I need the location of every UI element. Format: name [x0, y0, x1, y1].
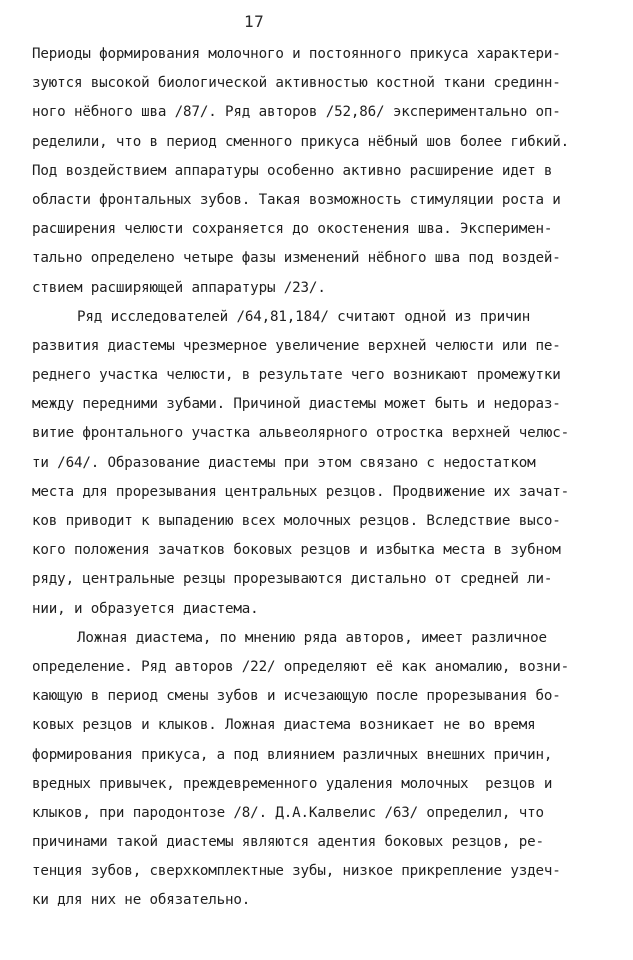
text-line: ковых резцов и клыков. Ложная диастема возникает не во время: [32, 717, 536, 734]
text-line: ти /64/. Образование диастемы при этом связано с недостатком: [32, 454, 536, 471]
text-line: места для прорезывания центральных резцов. Продвижение их зачат-: [32, 483, 570, 500]
text-line: клыков, при пародонтозе /8/. Д.А.Калвелис /63/ определил, что: [32, 804, 544, 821]
text-line: тально определено четыре фазы изменений нёбного шва под воздей-: [32, 250, 561, 267]
text-line: зуются высокой биологической активностью костной ткани срединн-: [32, 75, 561, 92]
text-line: ков приводит к выпадению всех молочных резцов. Вследствие высо-: [32, 513, 561, 529]
text-line: ряду, центральные резцы прорезываются дистально от средней ли-: [32, 571, 553, 588]
text-line: нии, и образуется диастема.: [32, 600, 259, 617]
text-line: ствием расширяющей аппаратуры /23/.: [32, 279, 326, 296]
text-line: области фронтальных зубов. Такая возможность стимуляции роста и: [32, 191, 561, 208]
paragraph-2: [32, 303, 602, 624]
paragraph-3: [32, 624, 602, 916]
paragraph-1: [32, 40, 602, 303]
body-text: [32, 40, 602, 916]
text-line: ного нёбного шва /87/. Ряд авторов /52,86/ экспериментально оп-: [32, 104, 561, 121]
text-line: определение. Ряд авторов /22/ определяют её как аномалию, возни-: [32, 658, 570, 675]
text-line: тенция зубов, сверхкомплектные зубы, низкое прикрепление уздеч-: [32, 863, 561, 880]
text-line: расширения челюсти сохраняется до окостенения шва. Эксперимен-: [32, 221, 553, 238]
text-line: развития диастемы чрезмерное увеличение верхней челюсти или пе-: [32, 337, 561, 354]
text-line: реднего участка челюсти, в результате чего возникают промежутки: [32, 367, 561, 384]
page-number: 17: [244, 12, 265, 31]
text-line: вредных привычек, преждевременного удаления молочных резцов и: [32, 775, 553, 792]
text-line: ки для них не обязательно.: [32, 892, 251, 909]
text-line: причинами такой диастемы являются адентия боковых резцов, ре-: [32, 834, 544, 851]
text-line: кающую в период смены зубов и исчезающую после прорезывания бо-: [32, 688, 561, 705]
text-line: Под воздействием аппаратуры особенно активно расширение идет в: [32, 162, 553, 179]
text-line: ределили, что в период сменного прикуса нёбный шов более гибкий.: [32, 133, 570, 150]
text-line-indented: Ряд исследователей /64,81,184/ считают одной из причин: [77, 308, 531, 325]
text-line: витие фронтального участка альвеолярного отростка верхней челюс-: [32, 425, 570, 442]
text-line: между передними зубами. Причиной диастемы может быть и недораз-: [32, 396, 561, 413]
text-line: Периоды формирования молочного и постоянного прикуса характери-: [32, 46, 561, 62]
text-line: формирования прикуса, а под влиянием различных внешних причин,: [32, 746, 553, 763]
text-line: кого положения зачатков боковых резцов и избытка места в зубном: [32, 542, 561, 559]
text-line-indented: Ложная диастема, по мнению ряда авторов, имеет различное: [77, 629, 547, 646]
